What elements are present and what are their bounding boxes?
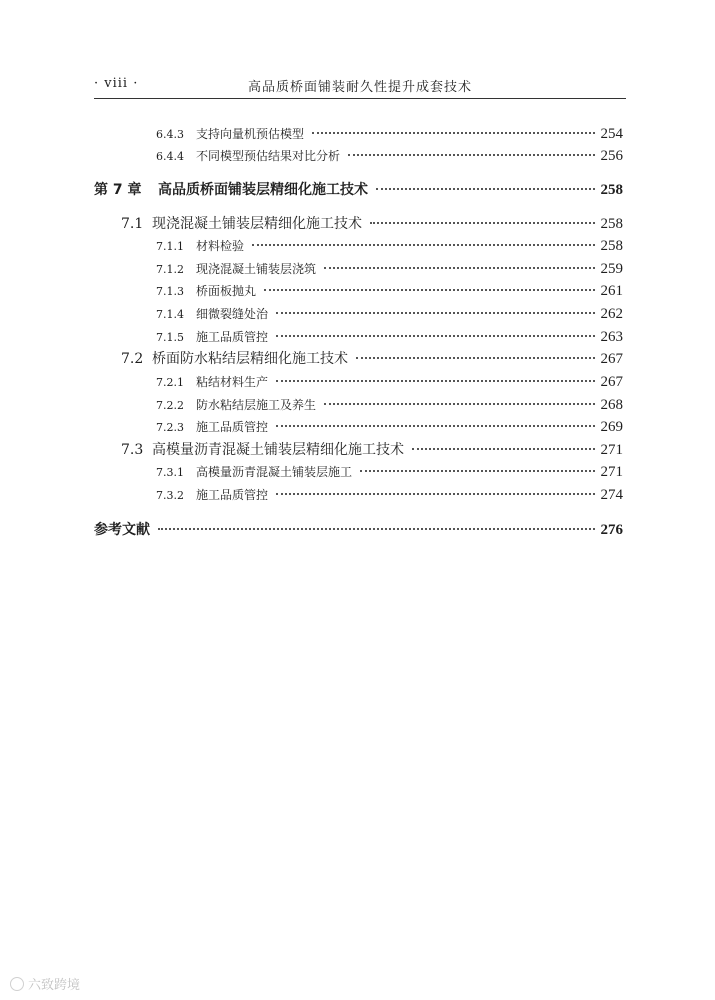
- toc-entry-page: 269: [600, 419, 623, 435]
- toc-entry-page: 263: [600, 329, 623, 345]
- toc-entry-title: 细微裂缝处治: [196, 307, 269, 321]
- toc-section-number: 7.2: [121, 351, 144, 367]
- toc-entry-title: 材料检验: [196, 239, 245, 253]
- toc-section-entry[interactable]: [121, 348, 623, 370]
- toc-entry-page: 274: [600, 487, 623, 503]
- toc-entry-page: 276: [600, 522, 623, 538]
- toc-chapter-number: 第 7 章: [94, 182, 142, 198]
- toc-entry-title: 不同模型预估结果对比分析: [196, 149, 341, 163]
- running-header: [94, 76, 626, 99]
- toc-section-number: 7.3: [121, 442, 144, 458]
- toc-entry-page: 258: [600, 216, 623, 232]
- dot-leader: [370, 222, 595, 224]
- dot-leader: [264, 289, 594, 291]
- watermark-text: 六致跨境: [28, 978, 81, 993]
- toc-entry-title: 桥面板抛丸: [196, 284, 257, 298]
- dot-leader: [276, 380, 594, 382]
- dot-leader: [276, 493, 594, 495]
- dot-leader: [276, 335, 594, 337]
- toc-entry-number: 7.3.1: [156, 466, 184, 479]
- toc-entry-page: 262: [600, 306, 623, 322]
- dot-leader: [276, 425, 594, 427]
- toc-section-entry[interactable]: [121, 213, 623, 235]
- dot-leader: [356, 357, 595, 359]
- toc-references-title: 参考文献: [94, 522, 150, 538]
- page-number: · viii ·: [94, 76, 139, 91]
- toc-entry-number: 7.1.4: [156, 308, 184, 321]
- toc-entry-title: 粘结材料生产: [196, 375, 269, 389]
- toc-entry-page: 267: [600, 351, 623, 367]
- toc-references-entry[interactable]: [94, 519, 623, 541]
- dot-leader: [348, 154, 594, 156]
- toc-entry-page: 256: [600, 148, 623, 164]
- toc-entry-number: 7.3.2: [156, 489, 184, 502]
- book-title: 高品质桥面铺装耐久性提升成套技术: [247, 80, 472, 95]
- toc-entry[interactable]: [156, 235, 623, 257]
- toc-entry[interactable]: [156, 326, 623, 348]
- toc-entry-page: 261: [600, 283, 623, 299]
- dot-leader: [158, 528, 595, 530]
- toc-entry-number: 7.1.2: [156, 263, 184, 276]
- toc-entry[interactable]: [156, 484, 623, 506]
- toc-entry[interactable]: [156, 461, 623, 483]
- toc-entry-number: 7.2.2: [156, 399, 184, 412]
- toc-entry[interactable]: [156, 123, 623, 145]
- dot-leader: [252, 244, 594, 246]
- toc-entry-title: 施工品质管控: [196, 420, 269, 434]
- circle-logo-icon: [10, 977, 24, 991]
- dot-leader: [276, 312, 594, 314]
- toc-entry-title: 支持向量机预估模型: [196, 127, 305, 141]
- toc-entry-title: 防水粘结层施工及养生: [196, 398, 317, 412]
- toc-entry[interactable]: [156, 145, 623, 167]
- toc-section-title: 桥面防水粘结层精细化施工技术: [152, 351, 348, 367]
- dot-leader: [412, 448, 595, 450]
- toc-entry-title: 施工品质管控: [196, 330, 269, 344]
- toc-entry-title: 施工品质管控: [196, 488, 269, 502]
- toc-entry-number: 7.2.3: [156, 421, 184, 434]
- toc-entry-number: 7.1.3: [156, 285, 184, 298]
- dot-leader: [324, 267, 594, 269]
- toc-entry-number: 7.2.1: [156, 376, 184, 389]
- toc-entry[interactable]: [156, 280, 623, 302]
- toc-section-entry[interactable]: [121, 439, 623, 461]
- toc-chapter-title: 高品质桥面铺装层精细化施工技术: [158, 182, 368, 198]
- toc-entry-title: 现浇混凝土铺装层浇筑: [196, 262, 317, 276]
- toc-entry-page: 267: [600, 374, 623, 390]
- dot-leader: [376, 188, 595, 190]
- toc-section-number: 7.1: [121, 216, 144, 232]
- toc-entry[interactable]: [156, 394, 623, 416]
- watermark: [10, 974, 80, 993]
- toc-entry-page: 271: [600, 442, 623, 458]
- dot-leader: [324, 403, 594, 405]
- toc-entry-number: 6.4.4: [156, 150, 184, 163]
- toc-entry-number: 6.4.3: [156, 128, 184, 141]
- toc-entry-page: 271: [600, 464, 623, 480]
- toc-entry-page: 268: [600, 397, 623, 413]
- toc-entry-title: 高模量沥青混凝土铺装层施工: [196, 465, 353, 479]
- toc-entry[interactable]: [156, 371, 623, 393]
- dot-leader: [312, 132, 594, 134]
- toc-entry[interactable]: [156, 303, 623, 325]
- toc-entry-page: 258: [600, 182, 623, 198]
- toc-section-title: 高模量沥青混凝土铺装层精细化施工技术: [152, 442, 404, 458]
- toc-chapter-entry[interactable]: [94, 179, 623, 201]
- toc-entry[interactable]: [156, 258, 623, 280]
- toc-entry-number: 7.1.5: [156, 331, 184, 344]
- toc-section-title: 现浇混凝土铺装层精细化施工技术: [152, 216, 362, 232]
- toc-entry-page: 258: [600, 238, 623, 254]
- dot-leader: [360, 470, 594, 472]
- toc-entry-page: 254: [600, 126, 623, 142]
- toc-entry-number: 7.1.1: [156, 240, 184, 253]
- toc-entry[interactable]: [156, 416, 623, 438]
- toc-entry-page: 259: [600, 261, 623, 277]
